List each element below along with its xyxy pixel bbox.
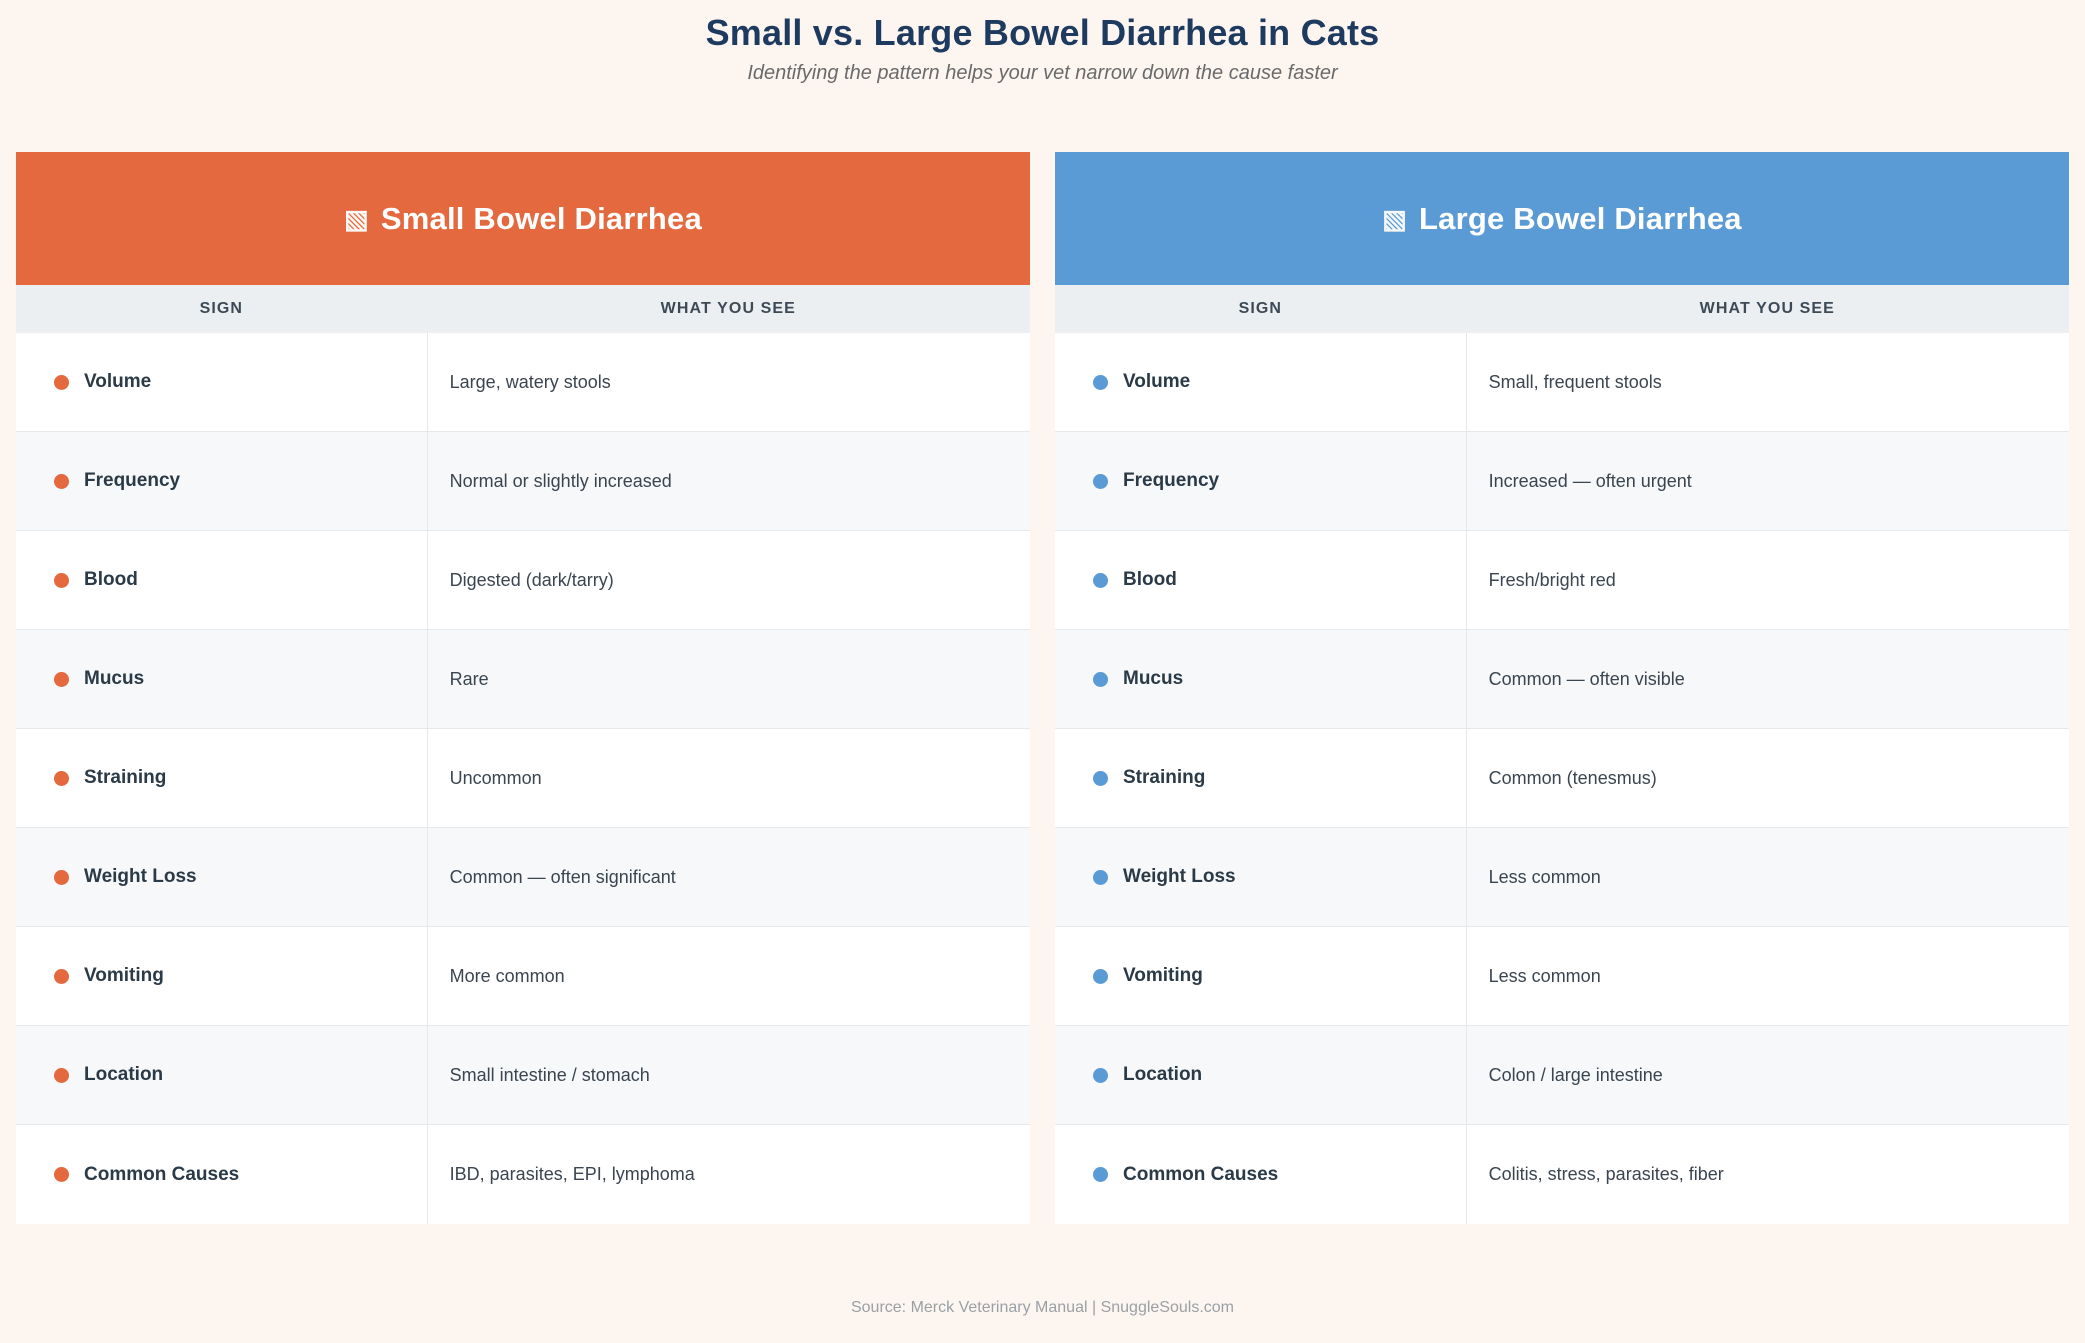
cell-sign bbox=[16, 927, 427, 1025]
sign-label: Frequency bbox=[84, 470, 181, 491]
bullet-dot-icon bbox=[1093, 969, 1108, 984]
table-row bbox=[1055, 1125, 2069, 1224]
comparison-columns bbox=[0, 152, 2085, 1224]
cell-what-you-see: IBD, parasites, EPI, lymphoma bbox=[427, 1125, 1030, 1224]
sign-label: Vomiting bbox=[84, 965, 164, 986]
table-row bbox=[1055, 927, 2069, 1026]
cell-what-you-see: Increased — often urgent bbox=[1466, 432, 2069, 530]
table-row bbox=[1055, 1026, 2069, 1125]
table-row bbox=[16, 630, 1030, 729]
table-row bbox=[1055, 432, 2069, 531]
sign-label: Location bbox=[1123, 1064, 1203, 1085]
cell-what-you-see: Digested (dark/tarry) bbox=[427, 531, 1030, 629]
cell-what-you-see: Small, frequent stools bbox=[1466, 333, 2069, 431]
bowel-icon: ▧ bbox=[1382, 203, 1408, 234]
bullet-dot-icon bbox=[54, 870, 69, 885]
cell-sign bbox=[16, 729, 427, 827]
cell-sign bbox=[1055, 333, 1466, 431]
panel-title: Small Bowel Diarrhea bbox=[380, 200, 702, 236]
cell-what-you-see: Normal or slightly increased bbox=[427, 432, 1030, 530]
sign-label: Common Causes bbox=[84, 1163, 240, 1185]
table-row bbox=[16, 927, 1030, 1026]
bullet-dot-icon bbox=[1093, 870, 1108, 885]
panel-small-bowel bbox=[16, 152, 1030, 1224]
cell-sign bbox=[1055, 432, 1466, 530]
table-row bbox=[1055, 729, 2069, 828]
sign-label: Location bbox=[84, 1064, 164, 1085]
cell-what-you-see: Less common bbox=[1466, 828, 2069, 926]
cell-sign bbox=[1055, 828, 1466, 926]
bullet-dot-icon bbox=[54, 474, 69, 489]
table-row bbox=[16, 531, 1030, 630]
cell-sign bbox=[1055, 1026, 1466, 1124]
cell-what-you-see: Uncommon bbox=[427, 729, 1030, 827]
cell-what-you-see: Common — often visible bbox=[1466, 630, 2069, 728]
cell-sign bbox=[1055, 531, 1466, 629]
sign-label: Straining bbox=[1123, 767, 1206, 788]
table-row bbox=[1055, 828, 2069, 927]
column-headers bbox=[16, 285, 1030, 333]
bullet-dot-icon bbox=[1093, 672, 1108, 687]
cell-what-you-see: Colitis, stress, parasites, fiber bbox=[1466, 1125, 2069, 1224]
table-row bbox=[16, 828, 1030, 927]
cell-sign bbox=[16, 531, 427, 629]
page-subtitle: Identifying the pattern helps your vet narrow down the cause faster bbox=[747, 62, 1338, 84]
column-headers bbox=[1055, 285, 2069, 333]
panel-title: Large Bowel Diarrhea bbox=[1419, 200, 1742, 236]
cell-what-you-see: Common — often significant bbox=[427, 828, 1030, 926]
sign-label: Vomiting bbox=[1123, 965, 1203, 986]
cell-sign bbox=[1055, 1125, 1466, 1224]
cell-sign bbox=[16, 432, 427, 530]
cell-sign bbox=[16, 333, 427, 431]
sign-label: Mucus bbox=[1123, 668, 1184, 689]
cell-sign bbox=[1055, 729, 1466, 827]
cell-what-you-see: Less common bbox=[1466, 927, 2069, 1025]
bullet-dot-icon bbox=[54, 771, 69, 786]
bullet-dot-icon bbox=[54, 573, 69, 588]
cell-sign bbox=[1055, 927, 1466, 1025]
sign-label: Blood bbox=[84, 569, 138, 590]
bullet-dot-icon bbox=[1093, 1068, 1108, 1083]
cell-what-you-see: More common bbox=[427, 927, 1030, 1025]
column-header-what-you-see: WHAT YOU SEE bbox=[1699, 300, 1835, 317]
panel-header-small-bowel bbox=[16, 152, 1030, 285]
cell-what-you-see: Rare bbox=[427, 630, 1030, 728]
table-row bbox=[16, 1125, 1030, 1224]
column-header-sign: SIGN bbox=[199, 300, 244, 317]
sign-label: Frequency bbox=[1123, 470, 1220, 491]
bullet-dot-icon bbox=[54, 1167, 69, 1182]
bullet-dot-icon bbox=[54, 375, 69, 390]
cell-sign bbox=[16, 1125, 427, 1224]
table-row bbox=[1055, 531, 2069, 630]
sign-label: Weight Loss bbox=[84, 866, 197, 887]
bullet-dot-icon bbox=[54, 1068, 69, 1083]
sign-label: Volume bbox=[84, 371, 152, 392]
cell-sign bbox=[16, 828, 427, 926]
table-row bbox=[16, 729, 1030, 828]
sign-label: Blood bbox=[1123, 569, 1177, 590]
sign-label: Volume bbox=[1123, 371, 1191, 392]
sign-label: Weight Loss bbox=[1123, 866, 1236, 887]
column-header-what-you-see: WHAT YOU SEE bbox=[660, 300, 796, 317]
cell-what-you-see: Small intestine / stomach bbox=[427, 1026, 1030, 1124]
bowel-icon: ▧ bbox=[344, 203, 369, 234]
bullet-dot-icon bbox=[1093, 573, 1108, 588]
table-row bbox=[1055, 333, 2069, 432]
table-row bbox=[16, 432, 1030, 531]
bullet-dot-icon bbox=[54, 672, 69, 687]
source-footer: Source: Merck Veterinary Manual | SnuggleSouls.com bbox=[850, 1299, 1234, 1316]
bullet-dot-icon bbox=[1093, 1167, 1108, 1182]
table-row bbox=[16, 1026, 1030, 1125]
page-title: Small vs. Large Bowel Diarrhea in Cats bbox=[705, 12, 1380, 53]
sign-label: Mucus bbox=[84, 668, 145, 689]
panel-large-bowel bbox=[1055, 152, 2069, 1224]
cell-what-you-see: Fresh/bright red bbox=[1466, 531, 2069, 629]
cell-what-you-see: Colon / large intestine bbox=[1466, 1026, 2069, 1124]
bullet-dot-icon bbox=[1093, 771, 1108, 786]
panel-header-large-bowel bbox=[1055, 152, 2069, 285]
cell-what-you-see: Common (tenesmus) bbox=[1466, 729, 2069, 827]
bullet-dot-icon bbox=[1093, 474, 1108, 489]
cell-sign bbox=[16, 1026, 427, 1124]
cell-sign bbox=[1055, 630, 1466, 728]
bullet-dot-icon bbox=[1093, 375, 1108, 390]
cell-sign bbox=[16, 630, 427, 728]
sign-label: Common Causes bbox=[1123, 1163, 1279, 1185]
cell-what-you-see: Large, watery stools bbox=[427, 333, 1030, 431]
table-row bbox=[1055, 630, 2069, 729]
sign-label: Straining bbox=[84, 767, 167, 788]
bullet-dot-icon bbox=[54, 969, 69, 984]
header bbox=[0, 0, 2085, 85]
table-row bbox=[16, 333, 1030, 432]
column-header-sign: SIGN bbox=[1238, 300, 1283, 317]
